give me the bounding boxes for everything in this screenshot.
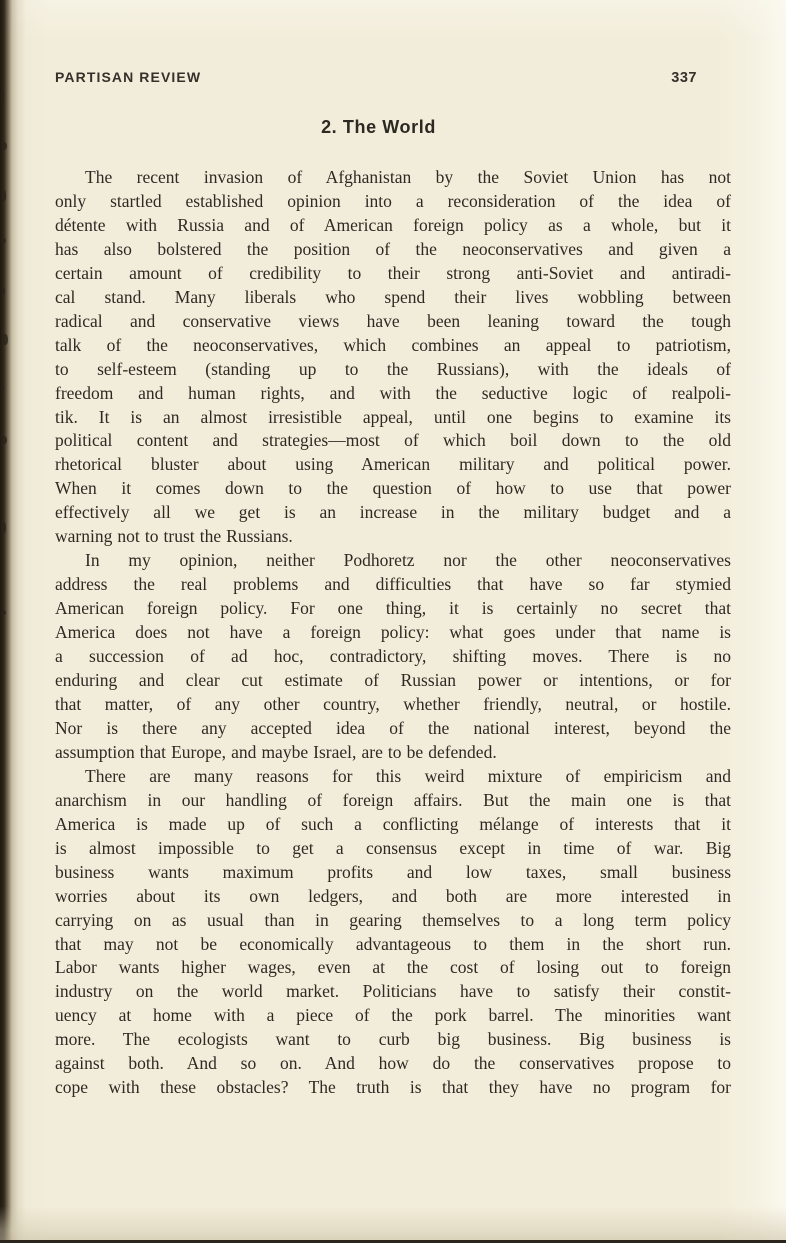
text-line: certain amount of credibility to their strong anti-Soviet and antiradi- xyxy=(55,262,731,283)
text-line: Nor is there any accepted idea of the national interest, beyond the xyxy=(55,717,731,738)
running-head xyxy=(55,69,730,86)
edge-speckle xyxy=(1,386,4,391)
journal-title: PARTISAN REVIEW xyxy=(55,69,202,85)
page-number: 337 xyxy=(671,70,697,86)
section-title: 2. The World xyxy=(321,117,436,137)
edge-speckle xyxy=(3,522,6,533)
text-line: cope with these obstacles? The truth is that they have no program for xyxy=(55,1077,731,1098)
edge-speckle xyxy=(1,93,4,98)
text-line: enduring and clear cut estimate of Russian power or intentions, or for xyxy=(55,670,731,691)
text-line: worries about its own ledgers, and both are more interested in xyxy=(55,885,731,906)
text-line: more. The ecologists want to curb big business. Big business is xyxy=(55,1029,731,1050)
text-line: radical and conservative views have been leaning toward the tough xyxy=(55,310,731,331)
text-line: effectively all we get is an increase in the military budget and a xyxy=(55,502,731,523)
paragraph xyxy=(55,166,731,549)
text-line: rhetorical bluster about using American military and political power. xyxy=(55,454,731,475)
text-line: that may not be economically advantageous to them in the short run. xyxy=(55,933,731,954)
paragraph xyxy=(55,549,731,765)
text-line: carrying on as usual than in gearing themselves to a long term policy xyxy=(55,909,731,930)
text-line: industry on the world market. Politicians have to satisfy their constit- xyxy=(55,981,731,1002)
text-line: a succession of ad hoc, contradictory, shifting moves. There is no xyxy=(55,646,731,667)
text-line: to self-esteem (standing up to the Russians), with the ideals of xyxy=(55,358,731,379)
text-line: tik. It is an almost irresistible appeal, until one begins to examine its xyxy=(55,406,731,427)
text-line: against both. And so on. And how do the conservatives propose to xyxy=(55,1053,731,1074)
page-spine-edge xyxy=(0,0,26,1243)
page-body xyxy=(55,166,731,1100)
text-line: address the real problems and difficulties that have so far stymied xyxy=(55,574,731,595)
edge-speckle xyxy=(2,436,7,444)
text-line: America does not have a foreign policy: what goes under that name is xyxy=(55,622,731,643)
text-line: has also bolstered the position of the neoconservatives and given a xyxy=(55,238,731,259)
text-line: In my opinion, neither Podhoretz nor the other neoconservatives xyxy=(85,550,731,571)
edge-speckle xyxy=(3,334,8,345)
bottom-scan-shadow xyxy=(0,1206,786,1240)
text-line: business wants maximum profits and low taxes, small business xyxy=(55,861,731,882)
text-line: warning not to trust the Russians. xyxy=(55,526,293,547)
edge-speckle xyxy=(1,610,6,615)
edge-speckle xyxy=(2,287,5,295)
text-line: America is made up of such a conflicting mélange of interests that it xyxy=(55,813,731,834)
paragraph xyxy=(55,765,731,1100)
text-line: Labor wants higher wages, even at the cost of losing out to foreign xyxy=(55,957,731,978)
text-line: talk of the neoconservatives, which combines an appeal to patriotism, xyxy=(55,334,731,355)
text-line: There are many reasons for this weird mixture of empiricism and xyxy=(85,765,731,786)
edge-speckle xyxy=(3,190,6,201)
text-line: that matter, of any other country, whether friendly, neutral, or hostile. xyxy=(55,693,731,714)
text-line: The recent invasion of Afghanistan by the Soviet Union has not xyxy=(85,167,731,187)
text-line: uency at home with a piece of the pork barrel. The minorities want xyxy=(55,1005,731,1026)
text-line: cal stand. Many liberals who spend their lives wobbling between xyxy=(55,286,731,307)
text-line: American foreign policy. For one thing, it is certainly no secret that xyxy=(55,598,731,619)
text-line: only startled established opinion into a reconsideration of the idea of xyxy=(55,190,731,211)
text-line: anarchism in our handling of foreign affairs. But the main one is that xyxy=(55,789,731,810)
text-line: is almost impossible to get a consensus except in time of war. Big xyxy=(55,837,731,858)
text-line: détente with Russia and of American foreign policy as a whole, but it xyxy=(55,214,731,235)
text-line: assumption that Europe, and maybe Israel, are to be defended. xyxy=(55,741,497,762)
text-line: When it comes down to the question of how to use that power xyxy=(55,478,731,499)
text-line: freedom and human rights, and with the seductive logic of realpoli- xyxy=(55,382,731,403)
text-line: political content and strategies—most of which boil down to the old xyxy=(55,430,731,451)
edge-speckle xyxy=(1,238,6,243)
edge-speckle xyxy=(2,142,7,150)
